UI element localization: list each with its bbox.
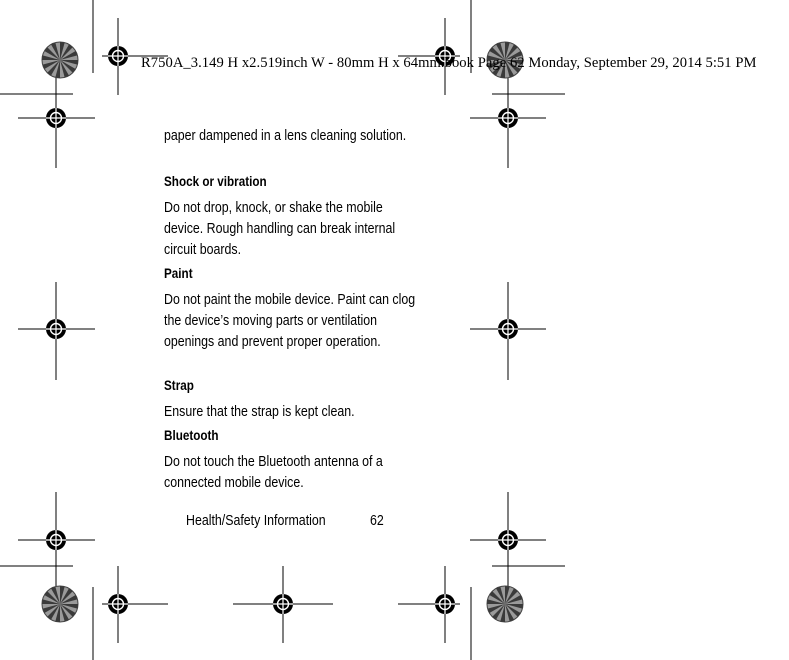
registration-mark-icon: [435, 594, 455, 614]
paragraph: Ensure that the strap is kept clean.: [164, 404, 355, 420]
registration-mark-icon: [498, 108, 518, 128]
heading-paint: Paint: [164, 266, 193, 281]
registration-mark-icon: [46, 108, 66, 128]
registration-mark-icon: [498, 530, 518, 550]
paragraph: Do not drop, knock, or shake the mobile device. Rough handling can break internal circuit boards.: [164, 200, 396, 258]
paragraph: Do not paint the mobile device. Paint can clog the device’s moving parts or ventilation openings and prevent proper operation.: [164, 292, 416, 350]
registration-mark-icon: [46, 530, 66, 550]
star-target-icon: [42, 42, 78, 78]
slug-line: R750A_3.149 H x2.519inch W - 80mm H x 64mm.book Page 62 Monday, September 29, 2014 5:51 PM: [141, 55, 757, 71]
registration-mark-icon: [273, 594, 293, 614]
heading-strap: Strap: [164, 378, 194, 393]
paragraph: Do not touch the Bluetooth antenna of a connected mobile device.: [164, 454, 383, 491]
heading-bluetooth: Bluetooth: [164, 428, 219, 443]
registration-mark-icon: [498, 319, 518, 339]
page-number: 62: [370, 513, 384, 529]
registration-mark-icon: [46, 319, 66, 339]
paragraph: paper dampened in a lens cleaning solution.: [164, 128, 407, 144]
star-target-icon: [42, 586, 78, 622]
heading-shock: Shock or vibration: [164, 174, 267, 189]
star-target-icon: [487, 586, 523, 622]
registration-mark-icon: [108, 46, 128, 66]
footer-section: Health/Safety Information: [186, 513, 326, 529]
registration-mark-icon: [108, 594, 128, 614]
